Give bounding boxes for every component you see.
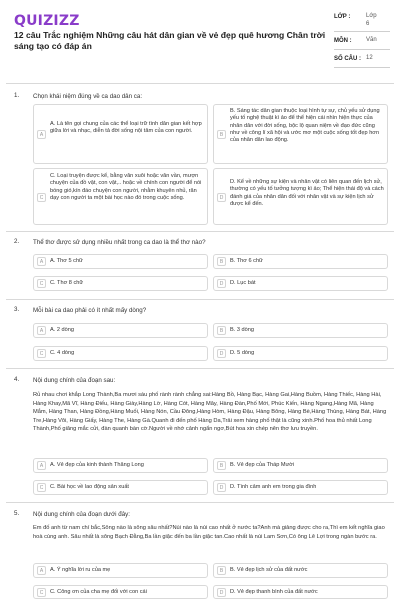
answer-option-4a[interactable] — [33, 458, 208, 473]
option-text: D. 5 dòng — [230, 350, 255, 356]
option-text: B. 3 dòng — [230, 327, 254, 333]
question-number: 1. — [14, 92, 20, 99]
answer-option-3c[interactable] — [33, 346, 208, 361]
question-text: Thể thơ được sử dụng nhiều nhất trong ca dao là thể thơ nào? — [33, 239, 206, 246]
worksheet-title: 12 câu Trắc nghiệm Những câu hát dân gian về vẻ đẹp quê hương Chân trời sáng tạo có đáp án — [14, 30, 326, 51]
meta-count — [334, 54, 390, 68]
option-letter: D — [217, 193, 226, 202]
option-letter: C — [37, 349, 46, 358]
option-letter: A — [37, 257, 46, 266]
meta-count-label: SỐ CÂU : — [334, 56, 361, 62]
option-text: D. Kể về những sự kiện và nhân vật có liên quan đến lịch sử, thường có yếu tố tưởng tượng kì ảo; Thể hiện thái độ và cách đánh giá của nhân dân đối với nhân vật và sự kiện lịch sử được kể đến. — [230, 179, 384, 207]
option-letter: C — [37, 279, 46, 288]
option-letter: B — [217, 257, 226, 266]
worksheet-header — [0, 0, 400, 80]
option-text: C. Bài học về lao động sản xuất — [50, 484, 129, 490]
meta-subject-value: Văn — [366, 37, 377, 43]
question-number: 5. — [14, 510, 20, 517]
meta-divider — [334, 31, 390, 32]
option-text: A. Là tên gọi chung của các thể loại trữ tình dân gian kết hợp giữa lời và nhạc, diễn tả đời sống nội tâm của con người. — [50, 121, 202, 135]
answer-option-5d[interactable] — [213, 585, 388, 599]
question-number: 3. — [14, 306, 20, 313]
meta-divider — [334, 49, 390, 50]
meta-grade — [334, 12, 390, 32]
question-passage: Rủ nhau chơi khắp Long Thành,Ba mươi sáu phố rành rành chẳng sai:Hàng Bồ, Hàng Bạc, Hàng Gai,Hàng Buồm, Hàng Thiếc, Hàng Hài, Hàng Khay,Mã Vĩ, Hàng Điếu, Hàng Giày,Hàng Lờ, Hàng Cót, Hàng Mây, Hàng Đàn,Phố Mới, Phúc Kiến, Hàng Ngang,Hàng Mã, Hàng Mắm, Hàng Than, Hàng Đồng,Hàng Muối, Hàng Nón, Cầu Đông,Hàng Hòm, Hàng Đậu, Hàng Bông, Hàng Bè,Hàng Thùng, Hàng Bát, Hàng Tre,Hàng Vôi, Hàng Giấy, Hàng The, Hàng Gà.Quanh đi đến phố Hàng Da,Trải xem hàng phố thật là cũng xinh.Phố hoa thủ nhất Long Thành,Phố giăng mắc cửi, đàn quanh bàn cờ.Người về nhớ cảnh ngẩn ngơ,Bút hoa xin chép nên thơ lưu truyền. — [33, 392, 387, 433]
option-text: A. 2 dòng — [50, 327, 74, 333]
option-letter: C — [37, 193, 46, 202]
answer-option-3a[interactable] — [33, 323, 208, 338]
answer-option-4b[interactable] — [213, 458, 388, 473]
answer-option-3b[interactable] — [213, 323, 388, 338]
option-text: C. Thơ 8 chữ — [50, 280, 84, 286]
option-text: A. Thơ 5 chữ — [50, 258, 83, 264]
question-number: 4. — [14, 376, 20, 383]
question-passage: Em đố anh từ nam chí bắc,Sông nào là sông sâu nhất?Núi nào là núi cao nhất ở nước ta?Anh mà giảng được cho ra,Thì em kết nghĩa giao hoà cùng anh. Sâu nhất là sông Bạch Đằng,Ba lần giặc đến ba lần giặc tan.Cao nhất là núi Lam Sơn,Có ông Lê Lợi trong ngàn bước ra. — [33, 525, 385, 540]
option-text: C. Công ơn của cha mẹ đối với con cái — [50, 589, 147, 595]
question-text: Chọn khái niệm đúng về ca dao dân ca: — [33, 93, 143, 100]
meta-divider — [334, 67, 390, 68]
option-text: D. Tình cảm anh em trong gia đình — [230, 484, 317, 490]
option-letter: B — [217, 326, 226, 335]
answer-option-2a[interactable] — [33, 254, 208, 269]
option-letter: D — [217, 349, 226, 358]
answer-option-5b[interactable] — [213, 563, 388, 578]
option-text: A. Ý nghĩa lời ru của mẹ — [50, 567, 111, 573]
section-divider — [6, 83, 394, 84]
answer-option-4c[interactable] — [33, 480, 208, 495]
option-letter: B — [217, 130, 226, 139]
answer-option-3d[interactable] — [213, 346, 388, 361]
question-text: Mỗi bài ca dao phải có ít nhất mấy dòng? — [33, 307, 147, 314]
option-text: B. Vẻ đẹp của Tháp Mười — [230, 462, 295, 468]
option-letter: D — [217, 483, 226, 492]
answer-option-2b[interactable] — [213, 254, 388, 269]
option-text: C. 4 dòng — [50, 350, 75, 356]
answer-option-1b[interactable] — [213, 104, 388, 164]
question-text: Nội dung chính của đoạn dưới đây: — [33, 511, 130, 518]
meta-count-value: 12 — [366, 55, 373, 61]
answer-option-2c[interactable] — [33, 276, 208, 291]
meta-grade-value: Lớp 6 — [366, 13, 377, 27]
option-letter: D — [217, 588, 226, 597]
option-text: A. Vẻ đẹp của kinh thành Thăng Long — [50, 462, 144, 468]
option-letter: B — [217, 461, 226, 470]
answer-option-1c[interactable] — [33, 168, 208, 225]
worksheet-meta — [334, 12, 390, 72]
answer-option-5a[interactable] — [33, 563, 208, 578]
option-text: C. Loại truyện được kể, bằng văn xuôi hoặc văn vần, mượn chuyện của đồ vật, con vật,.. hoặc về chính con người để nói bóng gió,kín đáo chuyện con người, nhằm khuyên nhủ, răn dạy con người ta một bài học nào đó trong cuộc sống. — [50, 173, 202, 201]
option-letter: D — [217, 279, 226, 288]
meta-grade-label: LỚP : — [334, 14, 351, 20]
question-divider — [6, 231, 394, 232]
option-letter: A — [37, 461, 46, 470]
answer-option-1d[interactable] — [213, 168, 388, 225]
option-text: B. Vẻ đẹp lịch sử của đất nước — [230, 567, 308, 573]
answer-option-1a[interactable] — [33, 104, 208, 164]
question-divider — [6, 299, 394, 300]
option-letter: C — [37, 588, 46, 597]
quizizz-logo: QUIZIZZ — [14, 13, 80, 29]
answer-option-4d[interactable] — [213, 480, 388, 495]
answer-option-2d[interactable] — [213, 276, 388, 291]
option-letter: B — [217, 566, 226, 575]
question-divider — [6, 368, 394, 369]
meta-subject-label: MÔN : — [334, 38, 352, 44]
option-letter: C — [37, 483, 46, 492]
option-letter: A — [37, 326, 46, 335]
question-divider — [6, 502, 394, 503]
option-text: B. Sáng tác dân gian thuộc loại hình tự sự, chủ yếu sử dụng yếu tố nghệ thuật kì ảo để thể hiện cái nhìn hiện thực của nhân dân với đời sống, bộc lộ quan niệm về đạo đức cũng như về công lí xã hội và ước mơ một cuộc sống tốt đẹp hơn của nhân dân lao động. — [230, 108, 380, 144]
option-text: B. Thơ 6 chữ — [230, 258, 263, 264]
question-number: 2. — [14, 238, 20, 245]
option-text: D. Vẻ đẹp thanh bình của đất nước — [230, 589, 318, 595]
answer-option-5c[interactable] — [33, 585, 208, 599]
option-letter: A — [37, 130, 46, 139]
option-letter: A — [37, 566, 46, 575]
meta-subject — [334, 36, 390, 50]
question-text: Nội dung chính của đoạn sau: — [33, 377, 116, 384]
option-text: D. Lục bát — [230, 280, 256, 286]
